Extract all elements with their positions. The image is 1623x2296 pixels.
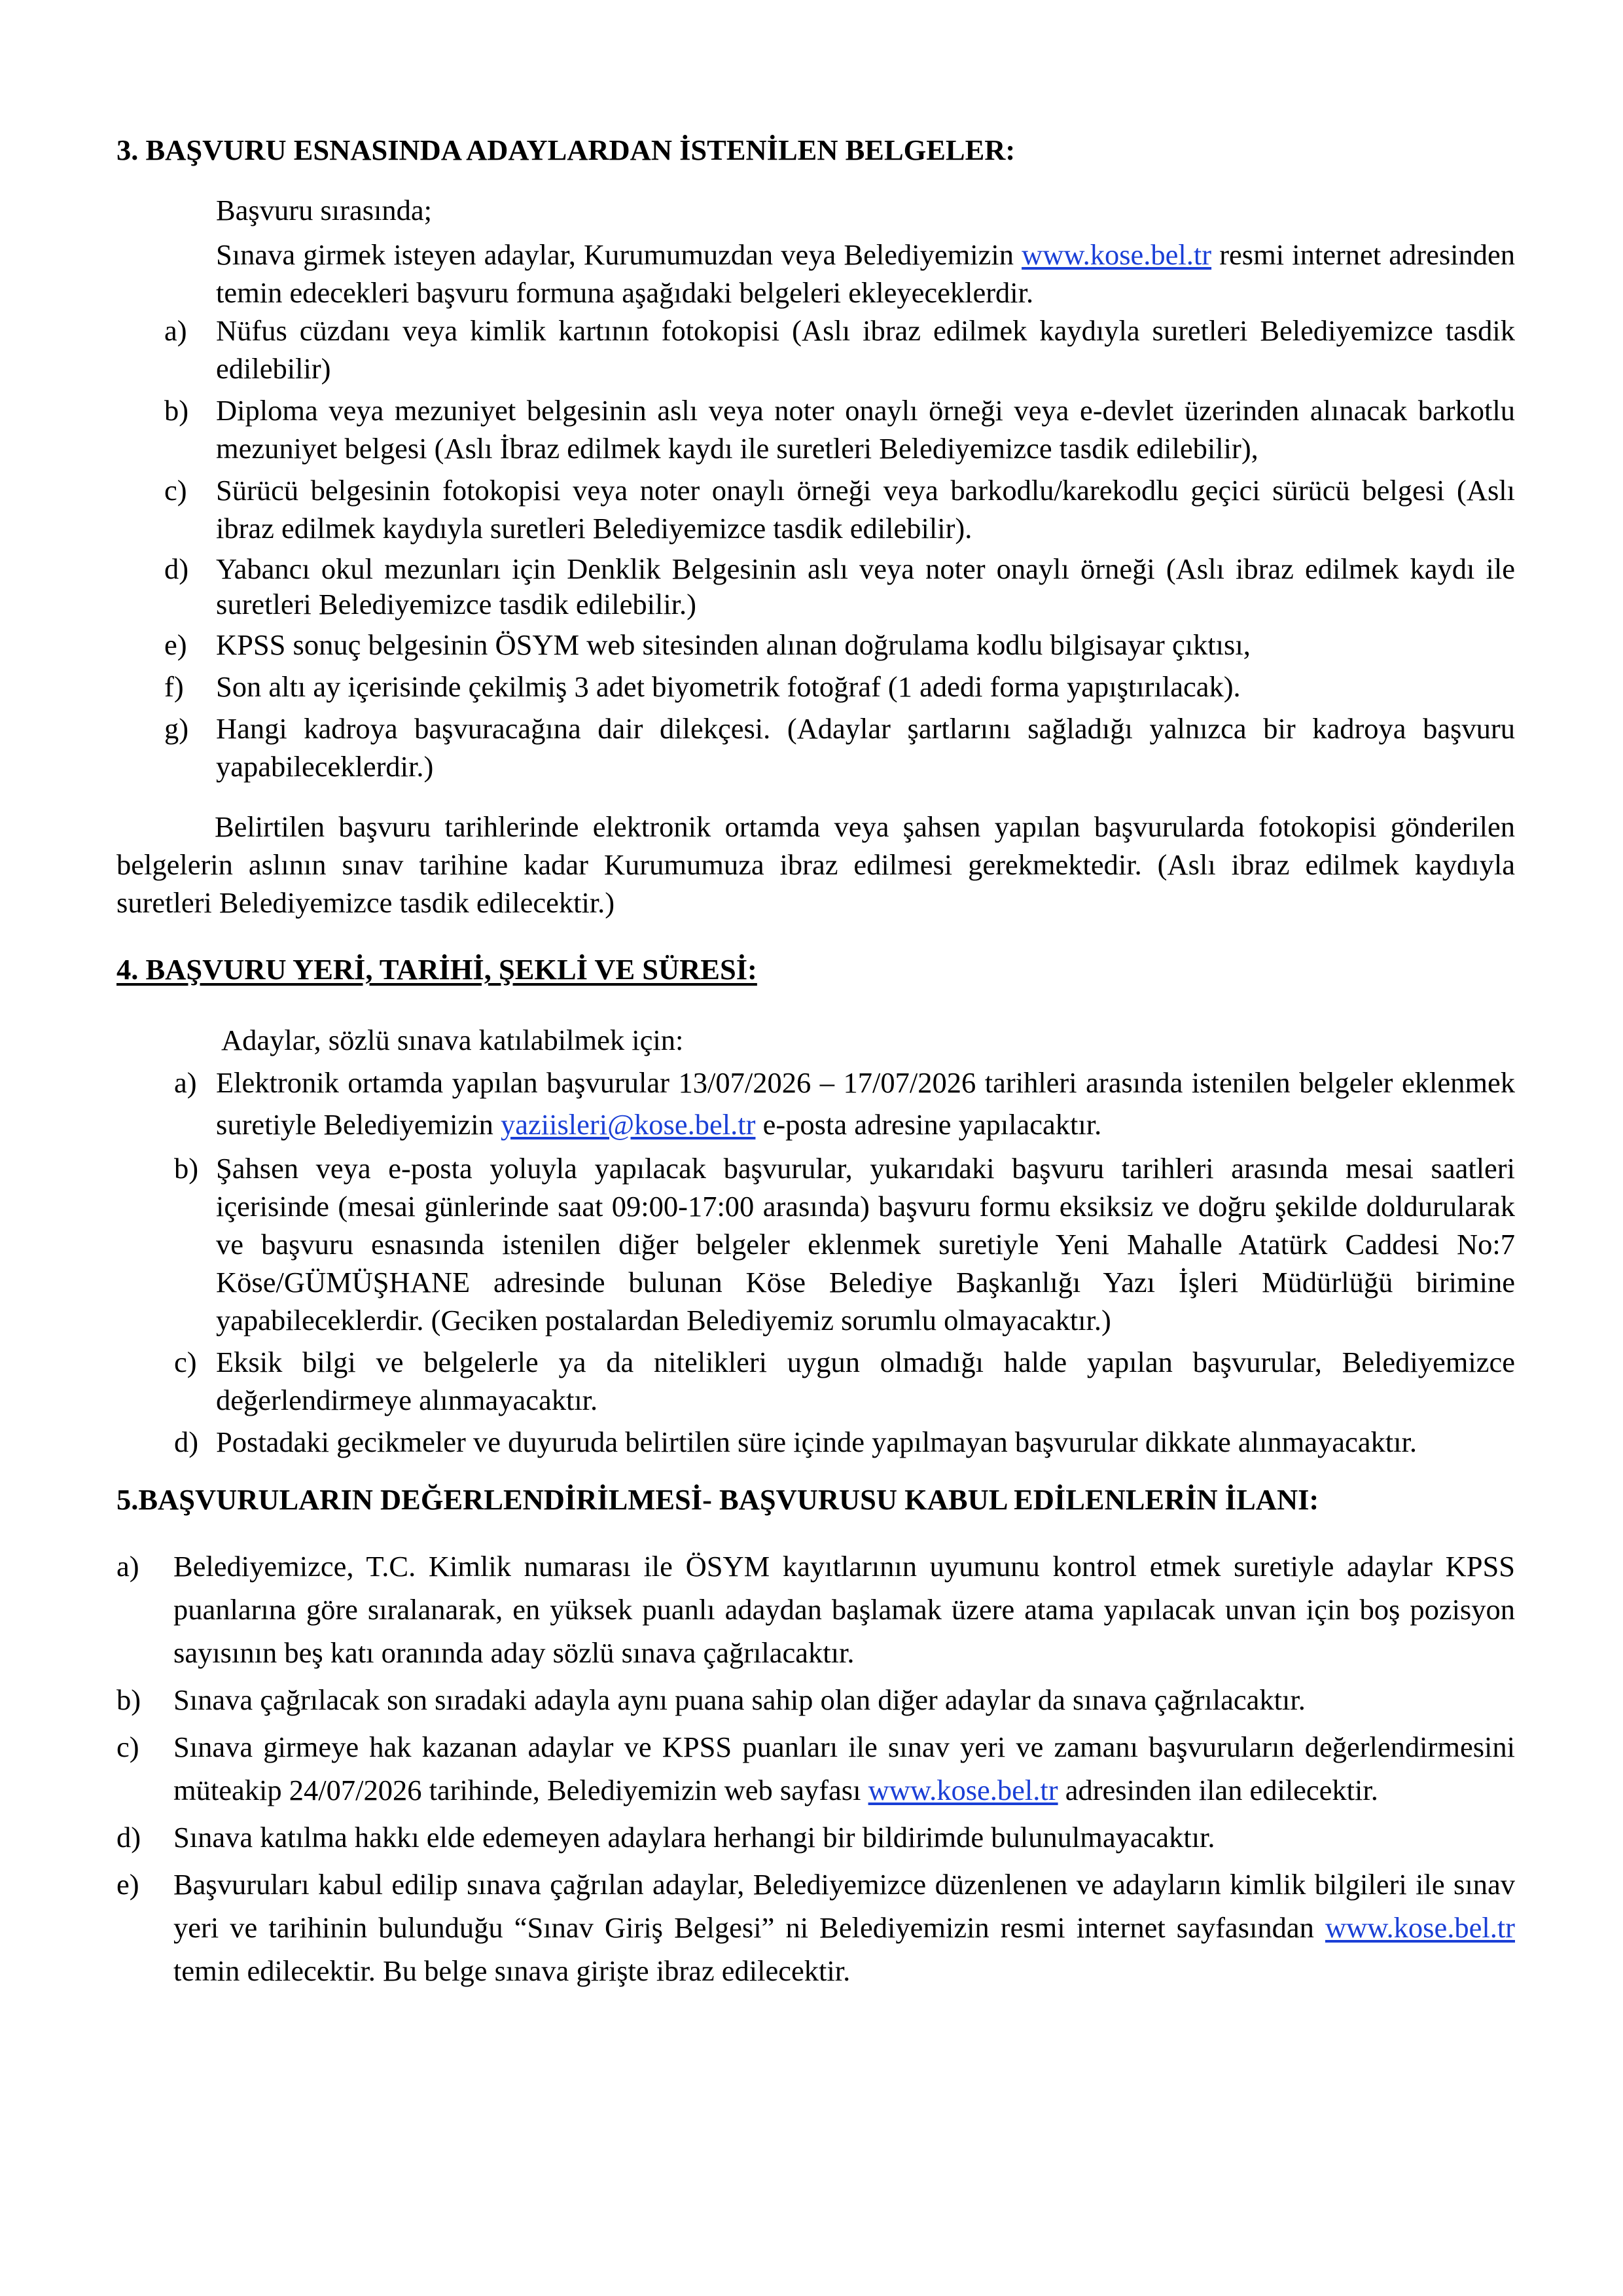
list-item-text: Yabancı okul mezunları için Denklik Belgesinin aslı veya noter onaylı örneği (Aslı ibraz edilmek kaydı ile suretleri Belediyemizce tasdik edilebilir.) (216, 552, 1515, 620)
list-marker: a) (116, 1550, 139, 1583)
list-item-text: Başvuruları kabul edilip sınava çağrılan adaylar, Belediyemizce düzenlenen ve adayların kimlik bilgileri ile sınav yeri ve tarihinin bulunduğu “Sınav Giriş Belgesi” ni Belediyemizin resmi internet sayfasından (173, 1868, 1515, 1944)
list-item-text: Belediyemizce, T.C. Kimlik numarası ile ÖSYM kayıtlarının uyumunu kontrol etmek suretiyle adaylar KPSS puanlarına göre sıralanarak, en yüksek puanlı adaydan başlamak üzere atama yapılacak unvan için boş pozisyon sayısının beş katı oranında aday sözlü sınava çağrılacaktır. (173, 1550, 1515, 1669)
list-marker: d) (164, 552, 189, 585)
section-3 (116, 131, 1515, 922)
section-3-intro-line: Başvuru sırasında; (216, 194, 432, 226)
list-item-text: Postadaki gecikmeler ve duyuruda belirtilen süre içinde yapılmayan başvurular dikkate alınmayacaktır. (216, 1426, 1417, 1458)
email-link[interactable]: yaziisleri@kose.bel.tr (500, 1108, 756, 1141)
list-marker: b) (164, 394, 189, 427)
list-item (116, 626, 1515, 664)
list-item-text: Diploma veya mezuniyet belgesinin aslı veya noter onaylı örneği veya e-devlet üzerinden alınacak barkotlu mezuniyet belgesi (Aslı İbraz edilmek kaydı ile suretleri Belediyemizce tasdik edilebilir), (216, 394, 1515, 465)
section-4-application-list (116, 1062, 1515, 1461)
list-marker: a) (174, 1066, 197, 1099)
list-item-text: Nüfus cüzdanı veya kimlik kartının fotokopisi (Aslı ibraz edilmek kaydıyla suretleri Belediyemizce tasdik edilebilir) (216, 314, 1515, 385)
list-item (116, 551, 1515, 622)
section-3-title: 3. BAŞVURU ESNASINDA ADAYLARDAN İSTENİLEN BELGELER: (116, 134, 1016, 166)
list-item-text: Hangi kadroya başvuracağına dair dilekçesi. (Adaylar şartlarını sağladığı yalnızca bir kadroya başvuru yapabileceklerdir.) (216, 712, 1515, 783)
list-item (116, 1863, 1515, 1992)
list-item (116, 1149, 1515, 1339)
list-marker: f) (164, 670, 184, 703)
list-item (116, 312, 1515, 387)
list-item (116, 1062, 1515, 1145)
website-link[interactable]: www.kose.bel.tr (1325, 1911, 1515, 1944)
list-item-text: Şahsen veya e-posta yoluyla yapılacak başvurular, yukarıdaki başvuru tarihleri arasında mesai saatleri içerisinde (mesai günlerinde saat 09:00-17:00 arasında) başvuru formu eksiksiz ve doğru şekilde doldurularak ve başvuru esnasında istenilen diğer belgeler eklenmek suretiyle Yeni Mahalle Atatürk Caddesi No:7 Köse/GÜMÜŞHANE adresinde bulunan Köse Belediye Başkanlığı Yazı İşleri Müdürlüğü birimine yapabileceklerdir. (Geciken postalardan Belediyemiz sorumlu olmayacaktır.) (216, 1152, 1515, 1336)
list-item-text: KPSS sonuç belgesinin ÖSYM web sitesinden alınan doğrulama kodlu bilgisayar çıktısı, (216, 628, 1251, 661)
list-item-text: Son altı ay içerisinde çekilmiş 3 adet biyometrik fotoğraf (1 adedi forma yapıştırılacak). (216, 670, 1241, 703)
website-link[interactable]: www.kose.bel.tr (868, 1774, 1058, 1806)
section-5 (116, 1480, 1515, 1992)
list-item (116, 391, 1515, 467)
list-item (116, 1545, 1515, 1674)
list-marker: e) (116, 1868, 139, 1901)
section-3-intro-text (216, 236, 1515, 312)
list-item (116, 668, 1515, 706)
list-item-text: Elektronik ortamda yapılan başvurular 13/07/2026 – 17/07/2026 tarihleri arasında istenilen belgeler eklenmek suretiyle Belediyemizin (216, 1066, 1515, 1141)
list-marker: d) (116, 1821, 141, 1854)
section-3-closing-paragraph: Belirtilen başvuru tarihlerinde elektronik ortamda veya şahsen yapılan başvurularda fotokopisi gönderilen belgelerin aslının sınav tarihine kadar Kurumumuza ibraz edilmesi gerekmektedir. (Aslı ibraz edilmek kaydıyla suretleri Belediyemizce tasdik edilecektir.) (116, 810, 1515, 919)
list-item (116, 709, 1515, 785)
list-item-text: Sınava katılma hakkı elde edemeyen adaylara herhangi bir bildirimde bulunulmayacaktır. (173, 1821, 1215, 1854)
list-marker: e) (164, 628, 187, 661)
section-5-title: 5.BAŞVURULARIN DEĞERLENDİRİLMESİ- BAŞVURUSU KABUL EDİLENLERİN İLANI: (116, 1483, 1319, 1516)
list-item-text: Sınava girmeye hak kazanan adaylar ve KPSS puanları ile sınav yeri ve zamanı başvuruların değerlendirmesini müteakip 24/07/2026 tarihinde, Belediyemizin web sayfası (173, 1731, 1515, 1806)
section-5-evaluation-list (116, 1545, 1515, 1992)
list-marker: c) (174, 1346, 197, 1378)
list-item-text-after: e-posta adresine yapılacaktır. (755, 1108, 1102, 1141)
list-item-text: Sürücü belgesinin fotokopisi veya noter onaylı örneği veya barkodlu/karekodlu geçici sürücü belgesi (Aslı ibraz edilmek kaydıyla suretleri Belediyemizce tasdik edilebilir). (216, 474, 1515, 545)
list-marker: d) (174, 1426, 199, 1458)
list-item-text-after: adresinden ilan edilecektir. (1058, 1774, 1378, 1806)
section-4 (116, 950, 1515, 1461)
list-item (116, 1725, 1515, 1812)
section-3-document-list (116, 312, 1515, 785)
list-marker: c) (116, 1731, 139, 1763)
list-marker: c) (164, 474, 187, 507)
section-4-intro: Adaylar, sözlü sınava katılabilmek için: (221, 1024, 684, 1056)
intro-text-after: resmi internet adresinden temin edecekleri başvuru formuna aşağıdaki belgeleri ekleyeceklerdir. (216, 238, 1516, 309)
list-marker: b) (174, 1152, 199, 1185)
list-item-text-after: temin edilecektir. Bu belge sınava girişte ibraz edilecektir. (173, 1954, 851, 1987)
list-marker: a) (164, 314, 187, 347)
list-item (116, 1423, 1515, 1461)
list-item (116, 471, 1515, 547)
section-4-title: 4. BAŞVURU YERİ, TARİHİ, ŞEKLİ VE SÜRESİ: (116, 953, 757, 986)
list-marker: b) (116, 1683, 141, 1716)
list-item-text: Sınava çağrılacak son sıradaki adayla aynı puana sahip olan diğer adaylar da sınava çağrılacaktır. (173, 1683, 1306, 1716)
website-link[interactable]: www.kose.bel.tr (1022, 238, 1212, 271)
list-item (116, 1678, 1515, 1721)
list-item-text: Eksik bilgi ve belgelerle ya da nitelikleri uygun olmadığı halde yapılan başvurular, Belediyemizce değerlendirmeye alınmayacaktır. (216, 1346, 1515, 1416)
list-marker: g) (164, 712, 189, 745)
intro-text-before: Sınava girmek isteyen adaylar, Kurumumuzdan veya Belediyemizin (216, 238, 1022, 271)
list-item (116, 1816, 1515, 1859)
list-item (116, 1343, 1515, 1419)
